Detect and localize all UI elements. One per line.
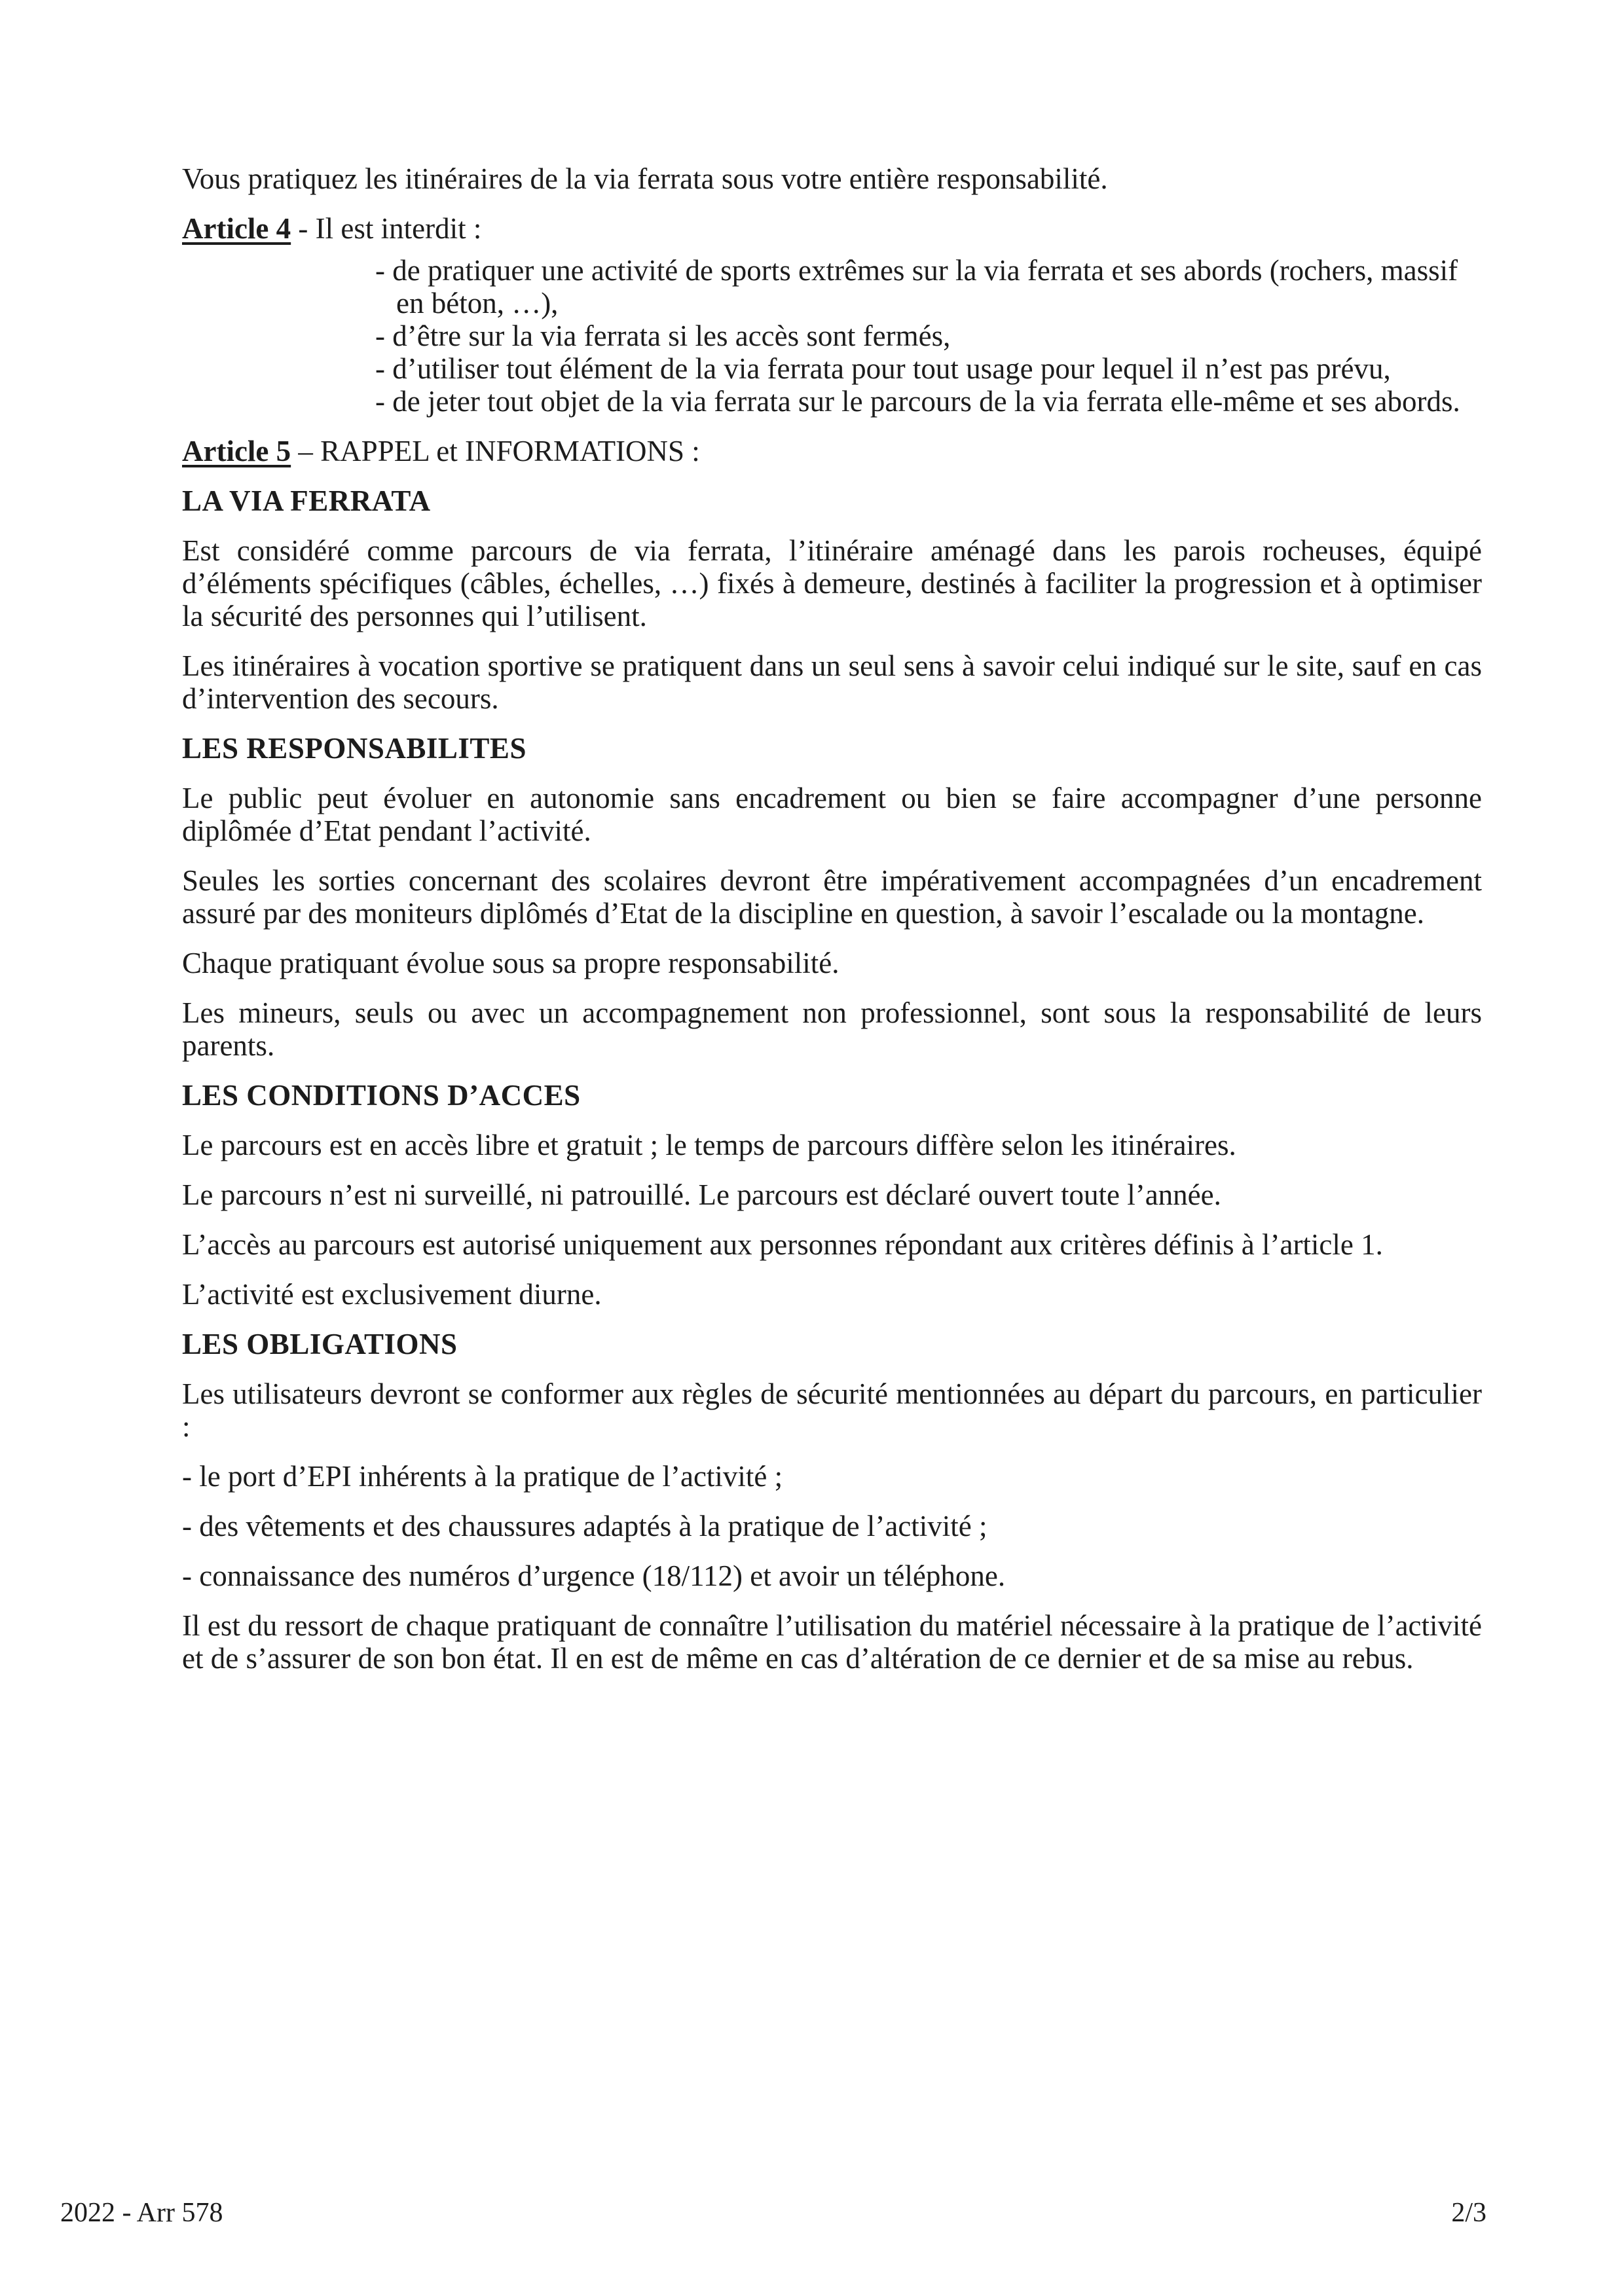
paragraph: L’activité est exclusivement diurne. <box>182 1278 602 1311</box>
paragraph: Les utilisateurs devront se conformer aux règles de sécurité mentionnées au départ du parcours, en particulier : <box>182 1377 1482 1443</box>
paragraph: Les itinéraires à vocation sportive se pratiquent dans un seul sens à savoir celui indiqué sur le site, sauf en cas d’intervention des secours. <box>182 649 1482 715</box>
paragraph: L’accès au parcours est autorisé uniquement aux personnes répondant aux critères définis à l’article 1. <box>182 1228 1383 1261</box>
article-5-text: – RAPPEL et INFORMATIONS : <box>291 435 700 467</box>
document-body <box>182 162 1482 1692</box>
paragraph: Chaque pratiquant évolue sous sa propre responsabilité. <box>182 947 840 979</box>
article-5-label: Article 5 <box>182 435 291 467</box>
article-4-text: - Il est interdit : <box>291 212 482 245</box>
article-5-header <box>182 435 1482 467</box>
paragraph: Le public peut évoluer en autonomie sans encadrement ou bien se faire accompagner d’une personne diplômée d’Etat pendant l’activité. <box>182 782 1482 847</box>
article-4-header <box>182 212 1482 245</box>
paragraph: Le parcours n’est ni surveillé, ni patrouillé. Le parcours est déclaré ouvert toute l’année. <box>182 1178 1221 1211</box>
section-heading-responsabilites: LES RESPONSABILITES <box>182 732 526 765</box>
footer-reference: 2022 - Arr 578 <box>60 2198 223 2228</box>
list-item: - de pratiquer une activité de sports extrêmes sur la via ferrata et ses abords (rochers, massif en béton, …), <box>375 254 1458 319</box>
paragraph: Les mineurs, seuls ou avec un accompagnement non professionnel, sont sous la responsabilité de leurs parents. <box>182 996 1482 1062</box>
article-4-label: Article 4 <box>182 212 291 245</box>
intro-paragraph: Vous pratiquez les itinéraires de la via ferrata sous votre entière responsabilité. <box>182 162 1108 195</box>
section-heading-conditions: LES CONDITIONS D’ACCES <box>182 1079 581 1112</box>
article-4-list <box>182 254 1482 418</box>
section-heading-via-ferrata: LA VIA FERRATA <box>182 484 431 517</box>
paragraph: - le port d’EPI inhérents à la pratique de l’activité ; <box>182 1460 783 1493</box>
footer-page-number: 2/3 <box>1451 2198 1486 2228</box>
paragraph: Seules les sorties concernant des scolaires devront être impérativement accompagnées d’un encadrement assuré par des moniteurs diplômés d’Etat de la discipline en question, à savoir l’escalade ou la montagne. <box>182 864 1482 930</box>
section-heading-obligations: LES OBLIGATIONS <box>182 1328 458 1360</box>
paragraph: Est considéré comme parcours de via ferrata, l’itinéraire aménagé dans les parois rocheuses, équipé d’éléments spécifiques (câbles, échelles, …) fixés à demeure, destinés à faciliter la progression et à optimiser la sécurité des personnes qui l’utilisent. <box>182 534 1482 632</box>
paragraph: - des vêtements et des chaussures adaptés à la pratique de l’activité ; <box>182 1510 987 1542</box>
list-item: - d’utiliser tout élément de la via ferrata pour tout usage pour lequel il n’est pas prévu, <box>375 352 1391 385</box>
list-item: - d’être sur la via ferrata si les accès sont fermés, <box>375 319 951 352</box>
paragraph: Il est du ressort de chaque pratiquant de connaître l’utilisation du matériel nécessaire à la pratique de l’activité et de s’assurer de son bon état. Il en est de même en cas d’altération de ce dernier et de sa mise au rebus. <box>182 1609 1482 1675</box>
list-item: - de jeter tout objet de la via ferrata sur le parcours de la via ferrata elle-même et ses abords. <box>375 385 1460 418</box>
paragraph: - connaissance des numéros d’urgence (18/112) et avoir un téléphone. <box>182 1559 1006 1592</box>
paragraph: Le parcours est en accès libre et gratuit ; le temps de parcours diffère selon les itinéraires. <box>182 1129 1236 1161</box>
